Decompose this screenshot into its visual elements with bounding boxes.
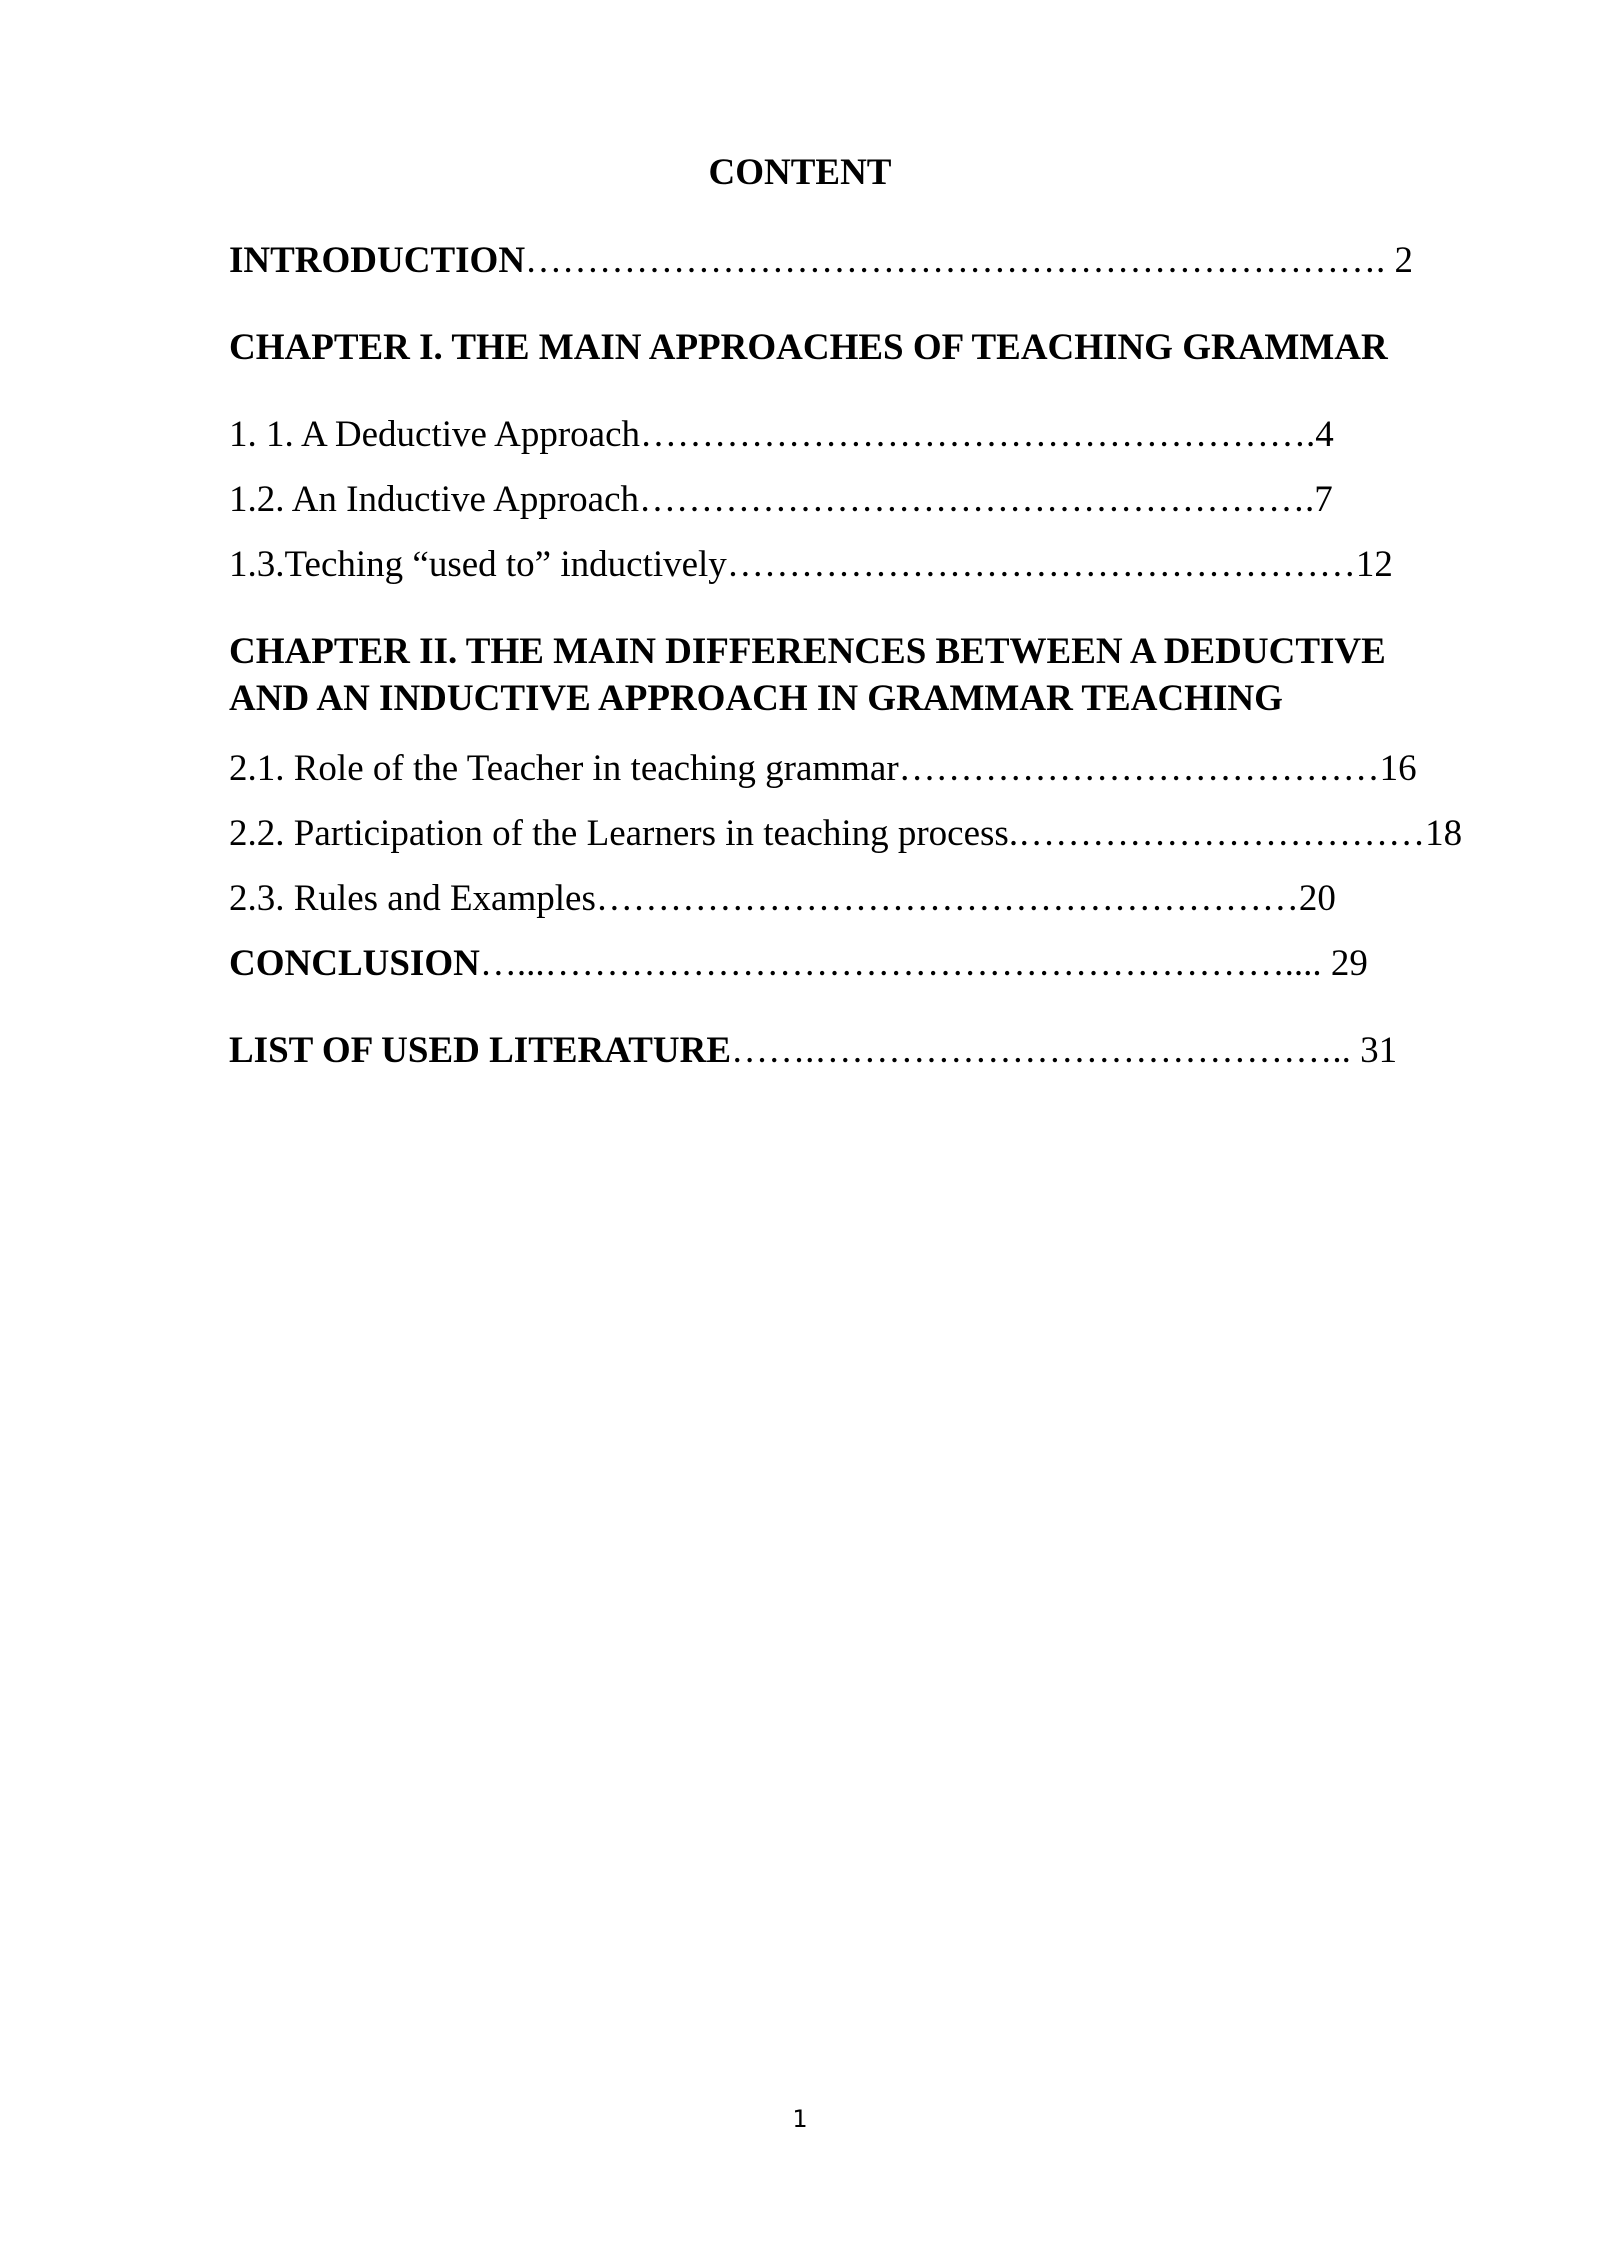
toc-entry-page: 18 bbox=[1425, 813, 1463, 854]
toc-entry-literature bbox=[229, 1028, 1397, 1074]
toc-entry-1-2 bbox=[229, 477, 1333, 523]
page-title: CONTENT bbox=[708, 152, 892, 193]
toc-chapter-1-heading: CHAPTER I. THE MAIN APPROACHES OF TEACHING GRAMMAR bbox=[229, 327, 1388, 368]
toc-entry-leader: …………………………………………… bbox=[726, 544, 1356, 585]
toc-entry-2-1 bbox=[229, 746, 1417, 792]
toc-entry-conclusion bbox=[229, 941, 1368, 987]
toc-entry-1-1 bbox=[229, 412, 1334, 458]
toc-entry-label: 1. 1. A Deductive Approach bbox=[229, 414, 641, 455]
toc-entry-label: CONCLUSION bbox=[229, 943, 480, 984]
toc-entry-leader: ………………………………………………. bbox=[639, 479, 1315, 520]
toc-entry-leader: ………………………………………………. bbox=[640, 414, 1316, 455]
toc-entry-label: 1.2. An Inductive Approach bbox=[229, 479, 639, 520]
toc-entry-2-3 bbox=[229, 876, 1336, 922]
toc-entry-leader: ………………………………………………… bbox=[595, 878, 1299, 919]
toc-entry-label: 2.2. Participation of the Learners in teaching process bbox=[229, 813, 1009, 854]
toc-entry-leader: …….…………………………………….. bbox=[731, 1030, 1361, 1071]
toc-entry-label: LIST OF USED LITERATURE bbox=[229, 1030, 732, 1071]
toc-entry-page: 2 bbox=[1394, 240, 1414, 281]
toc-entry-label: INTRODUCTION bbox=[229, 240, 526, 281]
toc-entry-introduction bbox=[229, 238, 1413, 284]
toc-entry-page: 16 bbox=[1379, 748, 1417, 789]
toc-entry-label: 1.3.Teching “used to” inductively bbox=[229, 544, 727, 585]
toc-entry-page: 4 bbox=[1315, 414, 1334, 455]
toc-entry-leader: .…………………………… bbox=[1008, 813, 1426, 854]
toc-entry-label: 2.3. Rules and Examples bbox=[229, 878, 596, 919]
toc-entry-label: 2.1. Role of the Teacher in teaching grammar bbox=[229, 748, 899, 789]
toc-entry-page: 7 bbox=[1314, 479, 1333, 520]
toc-entry-page: 12 bbox=[1355, 544, 1393, 585]
toc-entry-1-3 bbox=[229, 542, 1393, 588]
toc-entry-page: 20 bbox=[1298, 878, 1336, 919]
toc-chapter-2-heading-line2: AND AN INDUCTIVE APPROACH IN GRAMMAR TEACHING bbox=[229, 678, 1283, 719]
toc-entry-page: 31 bbox=[1360, 1030, 1398, 1071]
toc-entry-2-2 bbox=[229, 811, 1462, 857]
page-number: 1 bbox=[792, 2105, 808, 2133]
toc-entry-leader: ……………………………………………………………. bbox=[525, 240, 1395, 281]
toc-chapter-2-heading-line1: CHAPTER II. THE MAIN DIFFERENCES BETWEEN A DEDUCTIVE bbox=[229, 631, 1386, 672]
toc-entry-leader: ………………………………… bbox=[898, 748, 1380, 789]
toc-entry-page: 29 bbox=[1330, 943, 1368, 984]
toc-entry-leader: …...…………………………………………………….... bbox=[479, 943, 1331, 984]
